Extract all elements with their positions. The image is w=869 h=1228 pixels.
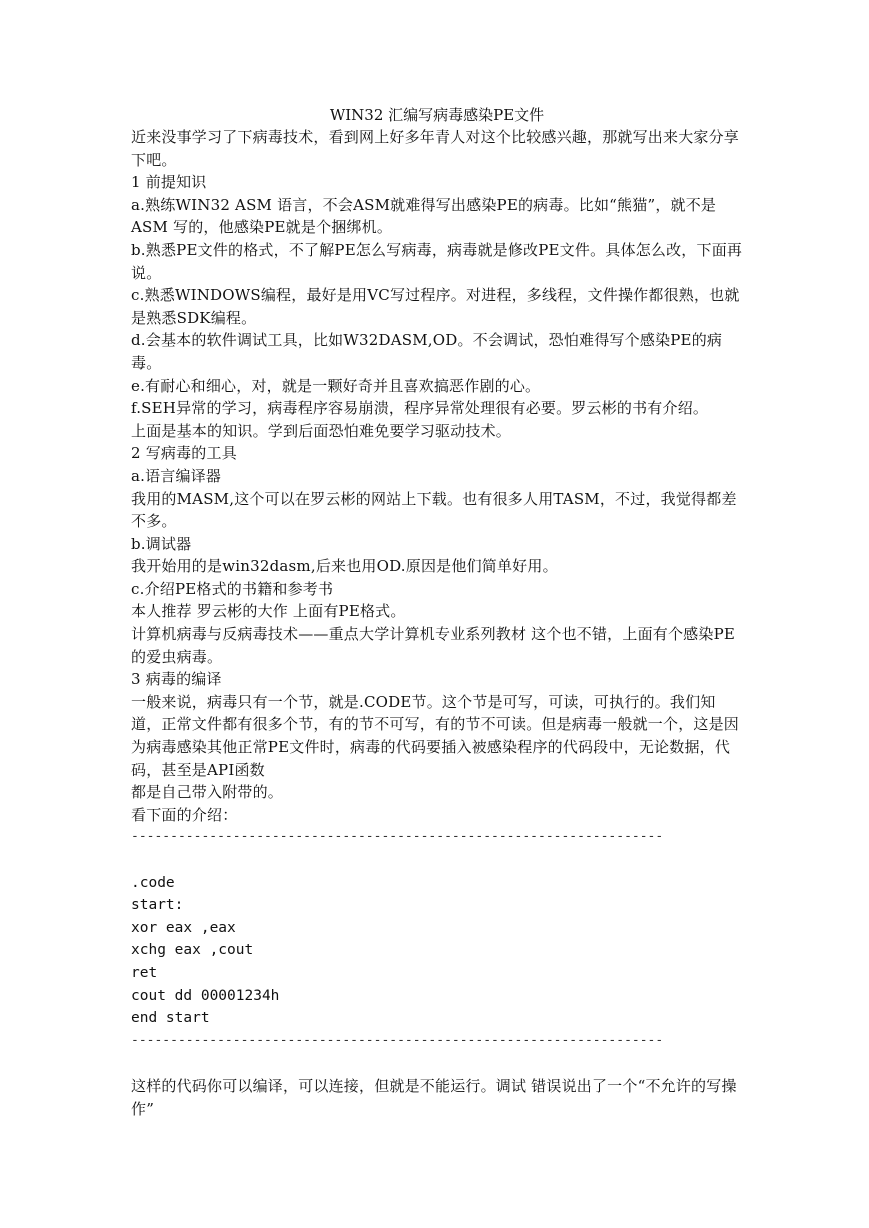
tools-item-c-body-2: 计算机病毒与反病毒技术——重点大学计算机专业系列教材 这个也不错，上面有个感染PE的爱虫病毒。 bbox=[131, 625, 736, 666]
tools-item-c: c.介绍PE格式的书籍和参考书 bbox=[131, 579, 334, 598]
tools-item-a-body: 我用的MASM,这个可以在罗云彬的网站上下载。也有很多人用TASM，不过，我觉得都差不多。 bbox=[131, 489, 737, 531]
prereq-item-c: c.熟悉WINDOWS编程，最好是用VC写过程序。对进程，多线程，文件操作都很熟，也就是熟悉SDK编程。 bbox=[131, 286, 740, 327]
prereq-item-e: e.有耐心和细心，对，就是一颗好奇并且喜欢搞恶作剧的心。 bbox=[131, 376, 541, 395]
closing-paragraph: 这样的代码你可以编译，可以连接，但就是不能运行。调试 错误说出了一个“不允许的写操作” bbox=[131, 1076, 737, 1118]
section-heading-compile: 3 病毒的编译 bbox=[131, 670, 222, 689]
compile-paragraph-cont: 都是自己带入附带的。 bbox=[131, 783, 284, 802]
tools-item-b: b.调试器 bbox=[131, 534, 192, 553]
prereq-item-b: b.熟悉PE文件的格式，不了解PE怎么写病毒，病毒就是修改PE文件。具体怎么改，下面再说。 bbox=[131, 240, 743, 282]
code-line: cout dd 00001234h bbox=[131, 987, 280, 1004]
document-title: WIN32 汇编写病毒感染PE文件 bbox=[329, 106, 545, 124]
prereq-item-a: a.熟练WIN32 ASM 语言，不会ASM就难得写出感染PE的病毒。比如“熊猫”，就不是ASM 写的，他感染PE就是个捆绑机。 bbox=[131, 195, 717, 237]
code-line: end start bbox=[131, 1010, 210, 1027]
code-line: xor eax ,eax bbox=[131, 919, 236, 936]
prereq-item-d: d.会基本的软件调试工具，比如W32DASM,OD。不会调试，恐怕难得写个感染PE的病毒。 bbox=[131, 331, 723, 372]
spacer bbox=[131, 1052, 743, 1075]
see-below-label: 看下面的介绍： bbox=[131, 805, 238, 824]
section-heading-tools: 2 写病毒的工具 bbox=[131, 444, 237, 463]
code-line: start: bbox=[131, 897, 184, 914]
code-line: xchg eax ,cout bbox=[131, 942, 254, 959]
tools-item-a: a.语言编译器 bbox=[131, 466, 222, 485]
divider-bottom: -------------------------------------------------------------------- bbox=[131, 1032, 664, 1048]
tools-item-c-body-1: 本人推荐 罗云彬的大作 上面有PE格式。 bbox=[131, 602, 406, 621]
compile-paragraph: 一般来说，病毒只有一个节，就是.CODE节。这个节是可写，可读，可执行的。我们知道，正常文件都有很多个节，有的节不可写，有的节不可读。但是病毒一般就一个，这是因为病毒感染其他正常PE文件时，病毒的代码要插入被感染程序的代码段中，无论数据，代码，甚至是API函数 bbox=[131, 692, 740, 779]
code-block bbox=[131, 872, 743, 1030]
section-heading-prerequisites: 1 前提知识 bbox=[131, 173, 207, 192]
spacer bbox=[131, 849, 743, 872]
prereq-summary: 上面是基本的知识。学到后面恐怕难免要学习驱动技术。 bbox=[131, 421, 512, 440]
intro-paragraph: 近来没事学习了下病毒技术，看到网上好多年青人对这个比较感兴趣，那就写出来大家分享下吧。 bbox=[131, 128, 740, 169]
divider-top: -------------------------------------------------------------------- bbox=[131, 829, 664, 845]
code-line: ret bbox=[131, 964, 158, 981]
document-page bbox=[131, 104, 743, 1120]
tools-item-b-body: 我开始用的是win32dasm,后来也用OD.原因是他们简单好用。 bbox=[131, 557, 558, 576]
code-line: .code bbox=[131, 874, 175, 891]
prereq-item-f: f.SEH异常的学习，病毒程序容易崩溃，程序异常处理很有必要。罗云彬的书有介绍。 bbox=[131, 399, 709, 418]
